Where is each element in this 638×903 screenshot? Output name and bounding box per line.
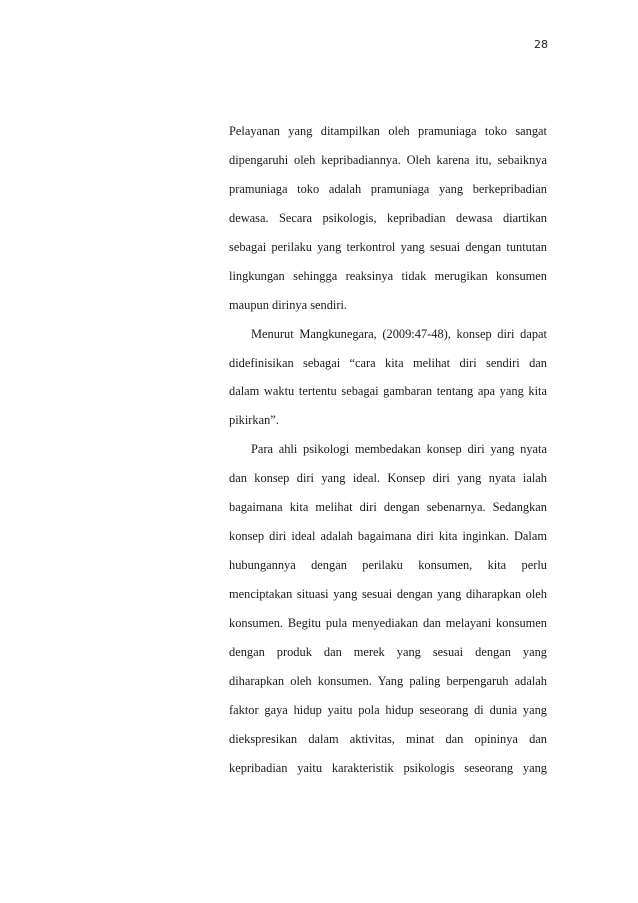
text-line: dengan produk dan merek yang sesuai dengan yang xyxy=(229,644,547,659)
text-line: pikirkan”. xyxy=(229,413,279,428)
body-text xyxy=(229,117,547,783)
text-line: menciptakan situasi yang sesuai dengan yang diharapkan oleh xyxy=(229,587,547,601)
text-line: diekspresikan dalam aktivitas, minat dan opininya dan xyxy=(229,731,547,746)
text-line: konsep diri ideal adalah bagaimana diri kita inginkan. Dalam xyxy=(229,529,547,544)
text-line: dewasa. Secara psikologis, kepribadian dewasa diartikan xyxy=(229,210,547,225)
text-line: Pelayanan yang ditampilkan oleh pramuniaga toko sangat xyxy=(229,124,547,138)
text-line: kepribadian yaitu karakteristik psikologis seseorang yang xyxy=(229,760,547,775)
text-line: pramuniaga toko adalah pramuniaga yang berkepribadian xyxy=(229,181,547,196)
text-line: maupun dirinya sendiri. xyxy=(229,297,348,312)
text-line: faktor gaya hidup yaitu pola hidup seseorang di dunia yang xyxy=(229,702,547,717)
text-line: bagaimana kita melihat diri dengan sebenarnya. Sedangkan xyxy=(229,500,547,515)
text-line: dalam waktu tertentu sebagai gambaran tentang apa yang kita xyxy=(229,384,547,399)
text-line: sebagai perilaku yang terkontrol yang sesuai dengan tuntutan xyxy=(229,239,547,254)
text-line: Menurut Mangkunegara, (2009:47-48), konsep diri dapat xyxy=(251,326,547,341)
text-line: hubungannya dengan perilaku konsumen, kita perlu xyxy=(229,558,547,573)
text-line: diharapkan oleh konsumen. Yang paling berpengaruh adalah xyxy=(229,673,547,688)
text-line: lingkungan sehingga reaksinya tidak merugikan konsumen xyxy=(229,268,547,283)
text-line: didefinisikan sebagai “cara kita melihat diri sendiri dan xyxy=(229,355,547,370)
text-line: dipengaruhi oleh kepribadiannya. Oleh karena itu, sebaiknya xyxy=(229,152,547,167)
text-line: konsumen. Begitu pula menyediakan dan melayani konsumen xyxy=(229,615,547,630)
text-line: Para ahli psikologi membedakan konsep diri yang nyata xyxy=(251,442,547,457)
text-line: dan konsep diri yang ideal. Konsep diri yang nyata ialah xyxy=(229,471,547,486)
page-number: 28 xyxy=(534,38,548,51)
